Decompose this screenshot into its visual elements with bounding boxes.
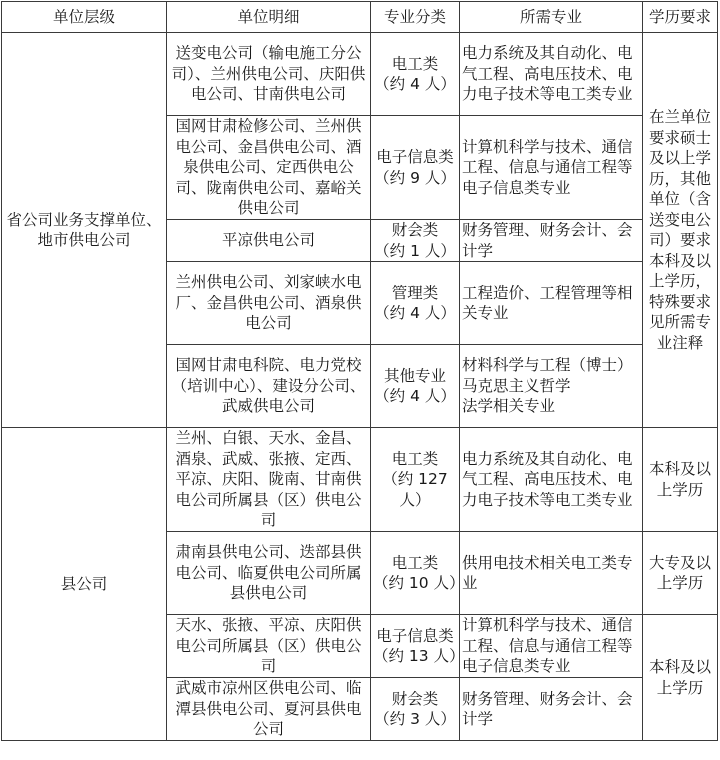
headcount: （约 127 人）: [382, 470, 448, 509]
category-name: 电工类: [391, 553, 439, 572]
header-required-majors: 所需专业: [460, 2, 643, 33]
major-line: 法学相关专业: [462, 397, 556, 416]
major-line: 工程造价、工程管理等相关专业: [462, 283, 633, 322]
category-cell: [371, 615, 465, 678]
recruitment-table: [1, 1, 718, 741]
category-cell: [371, 220, 460, 262]
table-row: [2, 33, 718, 116]
major-line: 电力系统及其自动化、电气工程、高电压技术、电力电子技术等电工类专业: [462, 449, 633, 509]
unit-detail-cell: 国网甘肃检修公司、兰州供电公司、金昌供电公司、酒泉供电公司、定西供电公司、陇南供电公司、嘉峪关供电公司: [167, 116, 371, 220]
major-line: 财务管理、财务会计、会计学: [462, 221, 633, 260]
unit-detail-cell: 天水、张掖、平凉、庆阳供电公司所属县（区）供电公司: [167, 615, 371, 678]
category-cell: [371, 532, 465, 615]
headcount: （约 13 人）: [373, 647, 465, 665]
unit-level-cell: 县公司: [2, 428, 167, 741]
majors-cell: [460, 428, 643, 532]
majors-cell: [460, 615, 643, 678]
major-line: 计算机科学与技术、通信工程、信息与通信工程等电子信息类专业: [462, 616, 633, 676]
table-row: [2, 428, 718, 532]
majors-cell: [460, 345, 643, 428]
major-line: 财务管理、财务会计、会计学: [462, 689, 633, 728]
category-name: 财会类: [391, 689, 439, 708]
header-row: [2, 2, 718, 33]
category-name: 电子信息类: [376, 148, 454, 166]
headcount: （约 9 人）: [374, 168, 456, 187]
category-name: 电工类: [391, 449, 439, 468]
category-name: 电子信息类: [376, 626, 454, 645]
headcount: （约 1 人）: [374, 241, 456, 260]
unit-detail-cell: 武威市凉州区供电公司、临潭县供电公司、夏河县供电公司: [167, 678, 371, 741]
majors-cell: [460, 678, 643, 741]
unit-detail-cell: 兰州供电公司、刘家峡水电厂、金昌供电公司、酒泉供电公司: [167, 262, 371, 345]
unit-level-cell: 省公司业务支撑单位、地市供电公司: [2, 33, 167, 428]
majors-cell: [460, 220, 643, 262]
major-line: 供用电技术相关电工类专业: [462, 553, 633, 592]
headcount: （约 10 人）: [373, 574, 465, 592]
unit-detail-cell: 平凉供电公司: [167, 220, 371, 262]
unit-detail-cell: 国网甘肃电科院、电力党校（培训中心）、建设分公司、武威供电公司: [167, 345, 371, 428]
major-line: 电力系统及其自动化、电气工程、高电压技术、电力电子技术等电工类专业: [462, 44, 633, 104]
unit-detail-cell: 兰州、白银、天水、金昌、酒泉、武威、张掖、定西、平凉、庆阳、陇南、甘南供电公司所属县（区）供电公司: [167, 428, 371, 532]
category-cell: [371, 678, 460, 741]
category-name: 管理类: [391, 283, 439, 302]
major-line: 计算机科学与技术、通信工程、信息与通信工程等电子信息类专业: [462, 137, 633, 197]
category-cell: [371, 428, 460, 532]
headcount: （约 4 人）: [374, 75, 456, 93]
category-cell: [371, 33, 460, 116]
header-education: 学历要求: [643, 2, 718, 33]
education-cell: 大专及以上学历: [643, 532, 718, 615]
unit-detail-cell: 肃南县供电公司、迭部县供电公司、临夏供电公司所属县供电公司: [167, 532, 371, 615]
headcount: （约 3 人）: [374, 710, 456, 728]
major-line: 马克思主义哲学: [462, 376, 571, 395]
category-name: 其他专业: [383, 366, 446, 385]
majors-cell: [460, 116, 643, 220]
majors-cell: [460, 262, 643, 345]
majors-cell: [460, 532, 643, 615]
category-name: 财会类: [391, 221, 439, 239]
education-cell: 本科及以上学历: [643, 428, 718, 532]
education-cell: 在兰单位要求硕士及以上学历，其他单位（含送变电公司）要求本科及以上学历，特殊要求见所需专业注释: [643, 33, 718, 428]
category-cell: [371, 116, 460, 220]
header-unit-level: 单位层级: [2, 2, 167, 33]
category-cell: [371, 262, 460, 345]
headcount: （约 4 人）: [374, 304, 456, 322]
major-line: 材料科学与工程（博士）: [462, 356, 633, 375]
header-major-category: 专业分类: [371, 2, 460, 33]
majors-cell: [460, 33, 643, 116]
headcount: （约 4 人）: [374, 387, 456, 405]
category-cell: [371, 345, 460, 428]
unit-detail-cell: 送变电公司（输电施工分公司）、兰州供电公司、庆阳供电公司、甘南供电公司: [167, 33, 371, 116]
header-unit-detail: 单位明细: [167, 2, 371, 33]
education-cell: 本科及以上学历: [643, 615, 718, 741]
category-name: 电工类: [391, 54, 439, 73]
